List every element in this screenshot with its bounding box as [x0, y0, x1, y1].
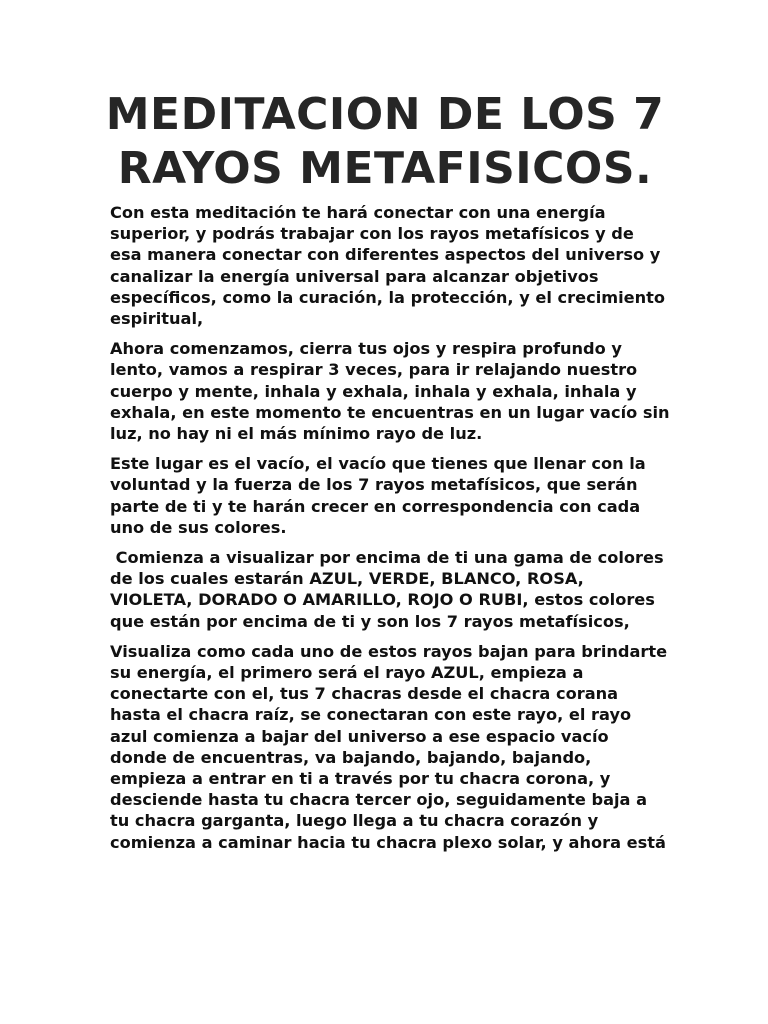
- paragraph-colors: Comienza a visualizar por encima de ti una gama de colores de los cuales estarán AZUL, VERDE, BLANCO, ROSA, VIOLETA, DORADO O AMARILLO, ROJO O RUBI, estos colores que están por encima de ti y son los 7 rayos metafísicos,: [110, 548, 670, 631]
- document-body: [110, 202, 670, 862]
- page-title: [40, 88, 730, 196]
- paragraph-blue-ray: Visualiza como cada uno de estos rayos bajan para brindarte su energía, el primero será el rayo AZUL, empieza a conectarte con el, tus 7 chacras desde el chacra corana hasta el chacra raíz, se conectaran con este rayo, el rayo azul comienza a bajar del universo a ese espacio vacío donde de encuentras, va bajando, bajando, bajando, empieza a entrar en ti a través por tu chacra corona, y desciende hasta tu chacra tercer ojo, seguidamente baja a tu chacra garganta, luego llega a tu chacra corazón y comienza a caminar hacia tu chacra plexo solar, y ahora está: [110, 641, 668, 852]
- paragraph-void: Este lugar es el vacío, el vacío que tienes que llenar con la voluntad y la fuerza de los 7 rayos metafísicos, que serán parte de ti y te harán crecer en correspondencia con cada uno de sus colores.: [110, 454, 646, 537]
- title-line-2: RAYOS METAFISICOS.: [117, 143, 653, 194]
- paragraph-intro: Con esta meditación te hará conectar con una energía superior, y podrás trabajar con los rayos metafísicos y de esa manera conectar con diferentes aspectos del universo y canalizar la energía universal para alcanzar objetivos específicos, como la curación, la protección, y el crecimiento espiritual,: [110, 203, 666, 329]
- title-line-1: MEDITACION DE LOS 7: [105, 89, 665, 140]
- paragraph-breathing: Ahora comenzamos, cierra tus ojos y respira profundo y lento, vamos a respirar 3 veces, para ir relajando nuestro cuerpo y mente, inhala y exhala, inhala y exhala, inhala y exhala, en este momento te encuentras en un lugar vacío sin luz, no hay ni el más mínimo rayo de luz.: [110, 339, 670, 444]
